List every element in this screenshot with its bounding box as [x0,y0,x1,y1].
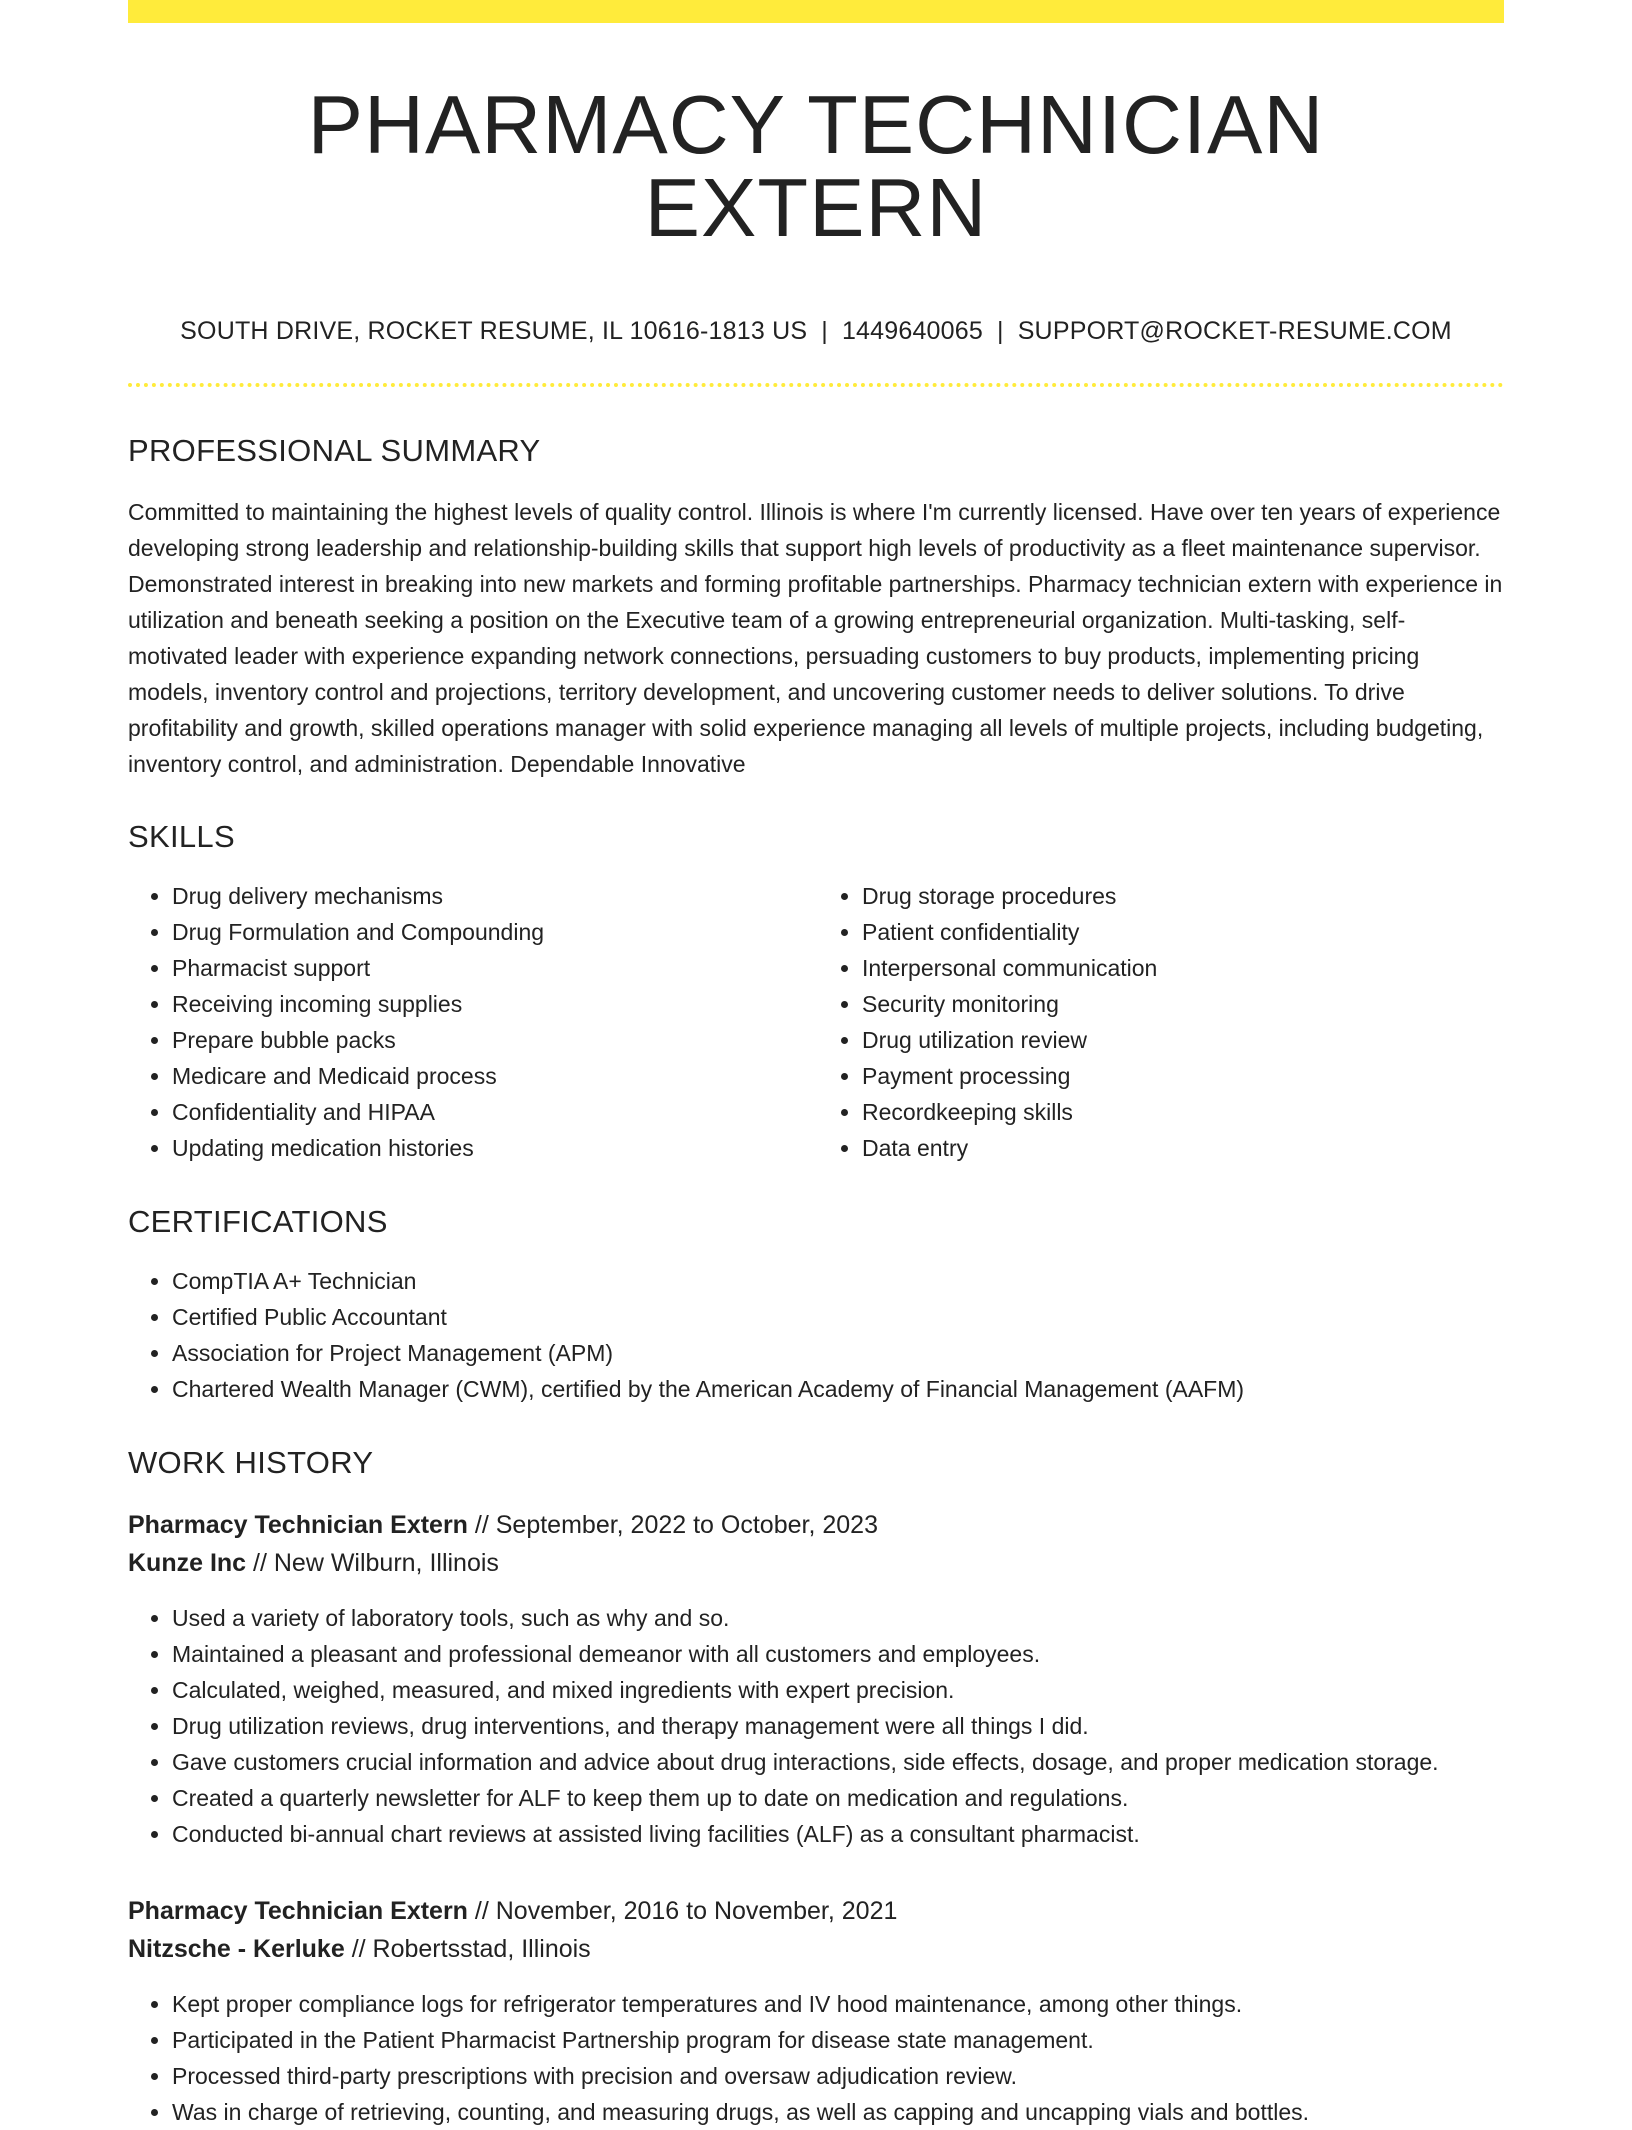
job-bullets [128,1986,1504,2130]
contact-separator: | [996,317,1004,345]
job-company: Nitzsche - Kerluke [128,1935,345,1963]
job-bullet: • Conducted bi-annual chart reviews at assisted living facilities (ALF) as a consultant pharmacist. [172,1816,1504,1852]
summary-text: Committed to maintaining the highest levels of quality control. Illinois is where I'm currently licensed. Have over ten years of experience developing strong leadership and relationship-building skills that support high levels of productivity as a fleet maintenance supervisor. Demonstrated interest in breaking into new markets and forming profitable partnerships. Pharmacy technician extern with experience in utilization and beneath seeking a position on the Executive team of a growing entrepreneurial organization. Multi-tasking, self-motivated leader with experience expanding network connections, persuading customers to buy products, implementing pricing models, inventory control and projections, territory development, and uncovering customer needs to deliver solutions. To drive profitability and growth, skilled operations manager with solid experience managing all levels of multiple projects, including budgeting, inventory control, and administration. Dependable Innovative [128,499,1503,777]
certification-item: • Certified Public Accountant [172,1299,1504,1335]
job-dates: // September, 2022 to October, 2023 [467,1511,878,1539]
job-title-line [128,1892,1504,1930]
work-history-heading: WORK HISTORY [128,1445,374,1480]
job-bullet: • Was in charge of retrieving, counting, and measuring drugs, as well as capping and uncapping vials and bottles. [172,2094,1504,2130]
job-bullet: • Maintained a pleasant and professional demeanor with all customers and employees. [172,1636,1504,1672]
job-bullet: • Calculated, weighed, measured, and mixed ingredients with expert precision. [172,1672,1504,1708]
contact-line [128,319,1504,344]
job-role: Pharmacy Technician Extern [128,1511,468,1539]
skill-item: • Security monitoring [862,986,1504,1022]
skills-columns [128,878,1504,1166]
job-bullet: • Processed third-party prescriptions with precision and oversaw adjudication review. [172,2058,1504,2094]
skill-item: • Confidentiality and HIPAA [172,1094,816,1130]
job-company-line [128,1930,1504,1968]
summary-heading: PROFESSIONAL SUMMARY [128,433,541,468]
job-location: // Robertsstad, Illinois [344,1935,591,1963]
skill-item: • Medicare and Medicaid process [172,1058,816,1094]
skill-item: • Drug Formulation and Compounding [172,914,816,950]
skill-item: • Drug delivery mechanisms [172,878,816,914]
skill-item: • Pharmacist support [172,950,816,986]
job-bullet: • Gave customers crucial information and advice about drug interactions, side effects, dosage, and proper medication storage. [172,1744,1504,1780]
skill-item: • Updating medication histories [172,1130,816,1166]
contact-separator: | [821,317,828,345]
skill-item: • Payment processing [862,1058,1504,1094]
top-accent-bar [128,0,1504,23]
contact-email: SUPPORT@ROCKET-RESUME.COM [1017,317,1452,345]
job-company: Kunze Inc [128,1549,247,1577]
job-entry [128,1892,1504,2130]
contact-phone: 1449640065 [841,317,983,345]
job-title-line [128,1506,1504,1544]
skill-item: • Data entry [862,1130,1504,1166]
skill-item: • Prepare bubble packs [172,1022,816,1058]
job-bullet: • Kept proper compliance logs for refrigerator temperatures and IV hood maintenance, among other things. [172,1986,1504,2022]
job-entry [128,1506,1504,1852]
certification-item: • CompTIA A+ Technician [172,1263,1504,1299]
resume-page [128,0,1504,2130]
contact-address: SOUTH DRIVE, ROCKET RESUME, IL 10616-1813 US [180,317,808,345]
certifications-list [128,1263,1504,1407]
skill-item: • Receiving incoming supplies [172,986,816,1022]
job-role: Pharmacy Technician Extern [128,1897,468,1925]
certification-item: • Association for Project Management (APM) [172,1335,1504,1371]
certification-item: • Chartered Wealth Manager (CWM), certified by the American Academy of Financial Management (AAFM) [172,1371,1504,1407]
job-dates: // November, 2016 to November, 2021 [467,1897,898,1925]
skill-item: • Drug utilization review [862,1022,1504,1058]
certifications-heading: CERTIFICATIONS [128,1204,388,1239]
job-bullet: • Participated in the Patient Pharmacist Partnership program for disease state management. [172,2022,1504,2058]
job-location: // New Wilburn, Illinois [246,1549,499,1577]
candidate-name: PHARMACY TECHNICIAN EXTERN [307,78,1325,254]
skill-item: • Drug storage procedures [862,878,1504,914]
job-bullet: • Created a quarterly newsletter for ALF to keep them up to date on medication and regulations. [172,1780,1504,1816]
skill-item: • Recordkeeping skills [862,1094,1504,1130]
skills-list-left [128,878,816,1166]
job-bullet: • Used a variety of laboratory tools, such as why and so. [172,1600,1504,1636]
skill-item: • Patient confidentiality [862,914,1504,950]
dotted-divider [128,383,1504,387]
job-bullet: • Drug utilization reviews, drug interventions, and therapy management were all things I did. [172,1708,1504,1744]
job-company-line [128,1544,1504,1582]
skills-heading: SKILLS [128,819,235,854]
skills-list-right [816,878,1504,1166]
job-bullets [128,1600,1504,1852]
skill-item: • Interpersonal communication [862,950,1504,986]
